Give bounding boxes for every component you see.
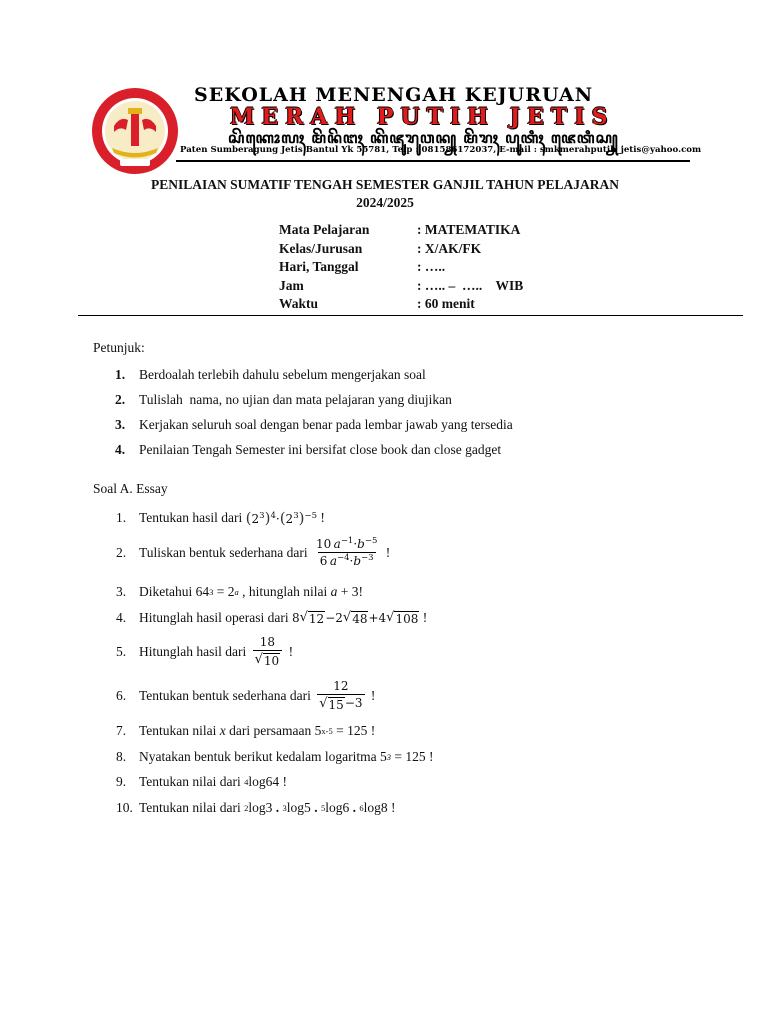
- question-text: Tentukan bentuk sederhana dari: [139, 687, 311, 703]
- question-math: $(2^3)^4\cdot(2^3)^{-5}$: [245, 509, 317, 527]
- question-text: Tentukan nilai dari: [139, 800, 241, 815]
- fraction: 18 √ 10: [253, 635, 283, 668]
- question-text: Diketahui 64: [139, 584, 210, 599]
- meta-value: : X/AK/FK: [417, 240, 482, 256]
- meta-label: Hari, Tanggal: [279, 259, 359, 274]
- question-3: 3. Diketahui 64 3 = 2 a , hitunglah nilai a + 3!: [116, 584, 363, 599]
- question-text: Nyatakan bentuk berikut kedalam logaritma 5: [139, 749, 387, 764]
- instruction-item: [115, 417, 513, 442]
- question-math: 8 √ 12 −2 √ 48 +4 √ 108: [291, 609, 419, 626]
- meta-class: [279, 241, 523, 260]
- letterhead-divider: [176, 160, 690, 162]
- question-1: 1. Tentukan hasil dari $(2^3)^4\cdot(2^3)^{-5}$ !: [116, 509, 325, 527]
- exam-title: [80, 176, 690, 212]
- question-text: Hitunglah hasil dari: [139, 643, 247, 659]
- school-type: SEKOLAH MENENGAH KEJURUAN: [194, 84, 594, 106]
- school-name: MERAH PUTIH JETIS: [230, 104, 615, 130]
- question-number: 3.: [116, 584, 127, 599]
- question-text: Tuliskan bentuk sederhana dari: [139, 545, 308, 560]
- instruction-text: Berdoalah terlebih dahulu sebelum mengerjakan soal: [139, 367, 426, 382]
- instruction-text: Tulislah nama, no ujian dan mata pelajaran yang diujikan: [139, 392, 452, 407]
- meta-value: : 60 menit: [417, 296, 475, 311]
- instruction-item: [115, 392, 513, 417]
- instructions-heading: Petunjuk:: [93, 340, 145, 355]
- question-text: Tentukan nilai: [139, 723, 217, 738]
- question-text: Tentukan hasil dari: [139, 510, 243, 525]
- question-number: 4.: [116, 610, 127, 625]
- instruction-text: Kerjakan seluruh soal dengan benar pada lembar jawab yang tersedia: [139, 417, 513, 432]
- question-text: Tentukan nilai dari: [139, 774, 241, 789]
- question-number: 9.: [116, 774, 127, 789]
- instructions-list: [115, 367, 513, 467]
- question-2: 2. Tuliskan bentuk sederhana dari $\frac{10 a^{-1}\cdot b^{-5}}{6 a^{-4}\cdot b^{-3}}$ !: [116, 536, 391, 568]
- question-4: 4. Hitunglah hasil operasi dari 8 √ 12 −2 √ 48 +4 √ 108 !: [116, 609, 428, 626]
- instruction-number: 2.: [115, 392, 126, 407]
- school-logo: [90, 86, 180, 176]
- instruction-number: 4.: [115, 442, 126, 457]
- exam-title-line2: 2024/2025: [356, 195, 414, 210]
- exam-meta: [279, 222, 523, 315]
- meta-label: Kelas/Jurusan: [279, 240, 363, 256]
- meta-label: Jam: [279, 277, 304, 293]
- question-10: 10. Tentukan nilai dari 2 log3 . 3 log5 . 5 log6 . 6 log8 !: [116, 800, 396, 815]
- question-5: 5. Hitunglah hasil dari 18 √ 10 !: [116, 635, 294, 668]
- meta-value: : MATEMATIKA: [417, 222, 521, 237]
- question-7: 7. Tentukan nilai x dari persamaan 5 x-5 = 125 !: [116, 723, 376, 738]
- exam-title-line1: PENILAIAN SUMATIF TENGAH SEMESTER GANJIL TAHUN PELAJARAN: [150, 177, 620, 192]
- instruction-text: Penilaian Tengah Semester ini bersifat close book dan close gadget: [139, 442, 502, 457]
- question-number: 7.: [116, 723, 127, 738]
- question-number: 5.: [116, 643, 127, 659]
- meta-subject: [279, 222, 523, 241]
- instruction-item: [115, 442, 513, 467]
- header-divider: [78, 315, 743, 316]
- question-8: 8. Nyatakan bentuk berikut kedalam logaritma 5 3 = 125 !: [116, 749, 434, 764]
- meta-date: [279, 259, 523, 278]
- fraction: $\frac{10 a^{-1}\cdot b^{-5}}{6 a^{-4}\cdot b^{-3}}$: [315, 536, 378, 568]
- meta-value: : …..: [417, 259, 446, 274]
- question-9: 9. Tentukan nilai dari 4 log64 !: [116, 774, 288, 789]
- question-number: 10.: [116, 800, 133, 815]
- question-number: 1.: [116, 510, 127, 525]
- meta-label: Mata Pelajaran: [279, 222, 370, 237]
- school-address: Paten Sumberagung Jetis Bantul Yk 55781, Telp : 081586172037, E-mail : smkmerahputih_jetis@yahoo.com: [180, 145, 702, 155]
- meta-label: Waktu: [279, 296, 319, 311]
- question-number: 6.: [116, 687, 127, 703]
- school-name-javanese: ꦱꦼꦏꦺꦴꦭꦃ ꦩꦼꦤꦼꦔꦃ ꦏꦼꦗꦸꦫꦸꦮꦤ꧀ ꦩꦼꦫꦃ ꦥꦸꦠꦶꦃ ꦗꦺꦠꦶꦱ꧀: [228, 129, 619, 147]
- fraction: 12 √ 15 −3: [319, 679, 363, 712]
- instruction-number: 1.: [115, 367, 126, 382]
- instruction-number: 3.: [115, 417, 126, 432]
- meta-value: : ….. – ….. WIB: [417, 277, 524, 293]
- instruction-item: [115, 367, 513, 392]
- question-number: 2.: [116, 545, 127, 560]
- meta-duration: [279, 296, 523, 315]
- meta-time: [279, 278, 523, 297]
- question-number: 8.: [116, 749, 127, 764]
- question-6: 6. Tentukan bentuk sederhana dari 12 √ 15 −3 !: [116, 679, 376, 712]
- essay-heading: Soal A. Essay: [93, 481, 168, 496]
- question-text: Hitunglah hasil operasi dari: [139, 610, 289, 625]
